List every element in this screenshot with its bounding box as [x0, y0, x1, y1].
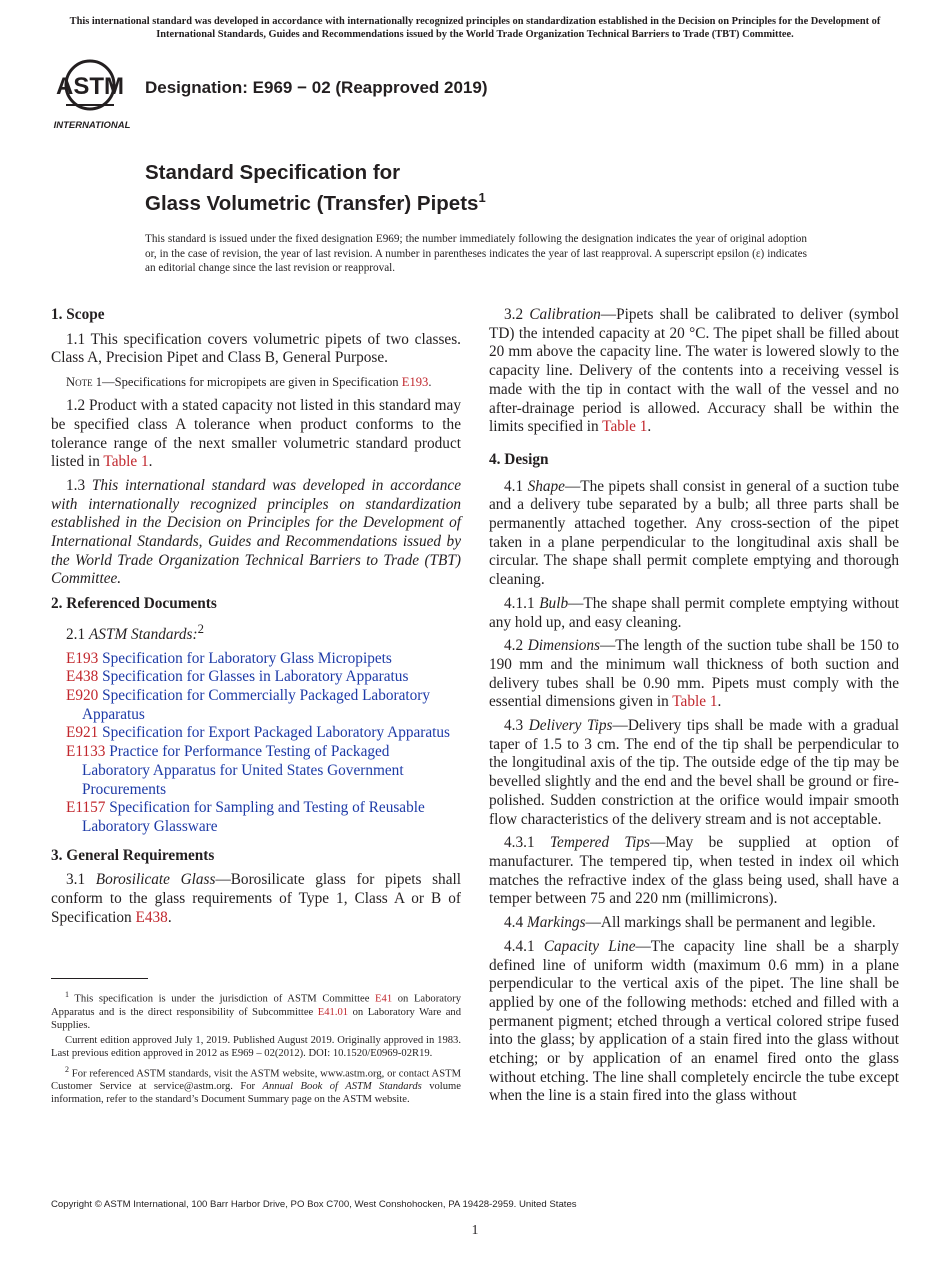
- footnote-divider: [51, 978, 148, 979]
- reference-item[interactable]: E1157 Specification for Sampling and Testing of Reusable Laboratory Glassware: [66, 799, 425, 835]
- paragraph-4-4: 4.4 Markings—All markings shall be permanent and legible.: [504, 914, 876, 932]
- section-heading-scope: 1. Scope: [51, 306, 105, 323]
- reference-item[interactable]: E1133 Practice for Performance Testing of Packaged Laboratory Apparatus for United States Government Procurements: [66, 743, 404, 798]
- section-heading-design: 4. Design: [489, 450, 549, 468]
- footnote-1-edition: Current edition approved July 1, 2019. Published August 2019. Originally approved in 1983. Last previous edition approved in 2012 as E969 – 02(2012). DOI: 10.1520/E0969-02R19.: [51, 1035, 461, 1060]
- reference-item[interactable]: E193 Specification for Laboratory Glass Micropipets: [66, 649, 392, 667]
- title-line-1: Standard Specification for: [145, 161, 401, 184]
- paragraph-3-2: 3.2 Calibration—Pipets shall be calibrated to deliver (symbol TD) the intended capacity at 20 °C. The pipet shall be filled about 20 mm above the capacity line. The water is lowered slowly to the capacity line. Delivery of the contents into a receiving vessel is made with the tip in contact with the wall of the vessel and no after-drainage period is allowed. Accuracy shall be within the limits specified in Table 1.: [489, 306, 899, 436]
- table-1-link[interactable]: Table 1: [103, 453, 149, 471]
- issuance-statement: This standard is issued under the fixed designation E969; the number immediately following the designation indicates the year of original adoption or, in the case of revision, the year of last revision. A number in parentheses indicates the year of last reapproval. A superscript epsilon (ε) indicates an editorial change since the last revision or reapproval.: [145, 233, 807, 274]
- ref-link-e193[interactable]: E193: [401, 375, 429, 390]
- note-label: Note: [66, 375, 93, 390]
- paragraph-4-4-1: 4.4.1 Capacity Line—The capacity line shall be a sharply defined line of uniform width (maximum 0.6 mm) in a plane perpendicular to the vertical axis of the pipet. The line shall be applied by one of the following methods: etched and filled with a permanent pigment; etched through a vertical colored stripe fused into the glass; by application of a stain fired into the glass without etching; or by application of an enamel fired onto the glass without etching. The line shall completely encircle the tube except when the line is a stain fired into the glass without: [489, 937, 899, 1105]
- paragraph-1-1: 1.1 This specification covers volumetric pipets of two classes. Class A, Precision Pipet and Class B, General Purpose.: [51, 330, 461, 367]
- right-column: [489, 306, 899, 1111]
- document-title: [145, 160, 486, 216]
- ref-link-e438[interactable]: E438: [135, 908, 168, 926]
- paragraph-4-1: 4.1 Shape—The pipets shall consist in general of a suction tube and a delivery tube separated by a bulb; all three parts shall be permanently attached together. Any cross-section of the pipet taken in a plane perpendicular to the longitudinal axis shall be circular. The shape shall permit complete emptying and thorough cleaning.: [489, 477, 899, 589]
- table-1-link[interactable]: Table 1: [602, 418, 648, 436]
- footnotes: [51, 988, 461, 1109]
- logo-international-text: INTERNATIONAL: [53, 120, 131, 131]
- paragraph-1-3: 1.3 This international standard was developed in accordance with internationally recognized principles on standardization established in the Decision on Principles for the Development of International Standards, Guides and Recommendations issued by the World Trade Organization Technical Barriers to Trade (TBT) Committee.: [51, 476, 461, 588]
- paragraph-1-2: 1.2 Product with a stated capacity not listed in this standard may be specified class A tolerance when product conforms to the tolerance range of the next smaller volumetric standard product listed in Table 1.: [51, 397, 461, 471]
- subcommittee-e41-01-link[interactable]: E41.01: [317, 1006, 349, 1018]
- referenced-documents-list: [51, 650, 461, 837]
- section-heading-referenced-documents: 2. Referenced Documents: [51, 595, 217, 613]
- paragraph-4-3-1: 4.3.1 Tempered Tips—May be supplied at option of manufacturer. The tempered tip, when tested in index oil which matches the refractive index of the glass being used, shall have a temper between 75 and 220 nm (millimicrons).: [489, 834, 900, 908]
- paragraph-3-1: 3.1 Borosilicate Glass—Borosilicate glass for pipets shall conform to the glass requirements of Type 1, Class A or B of Specification E438.: [51, 871, 461, 926]
- left-column: [51, 306, 461, 932]
- header-notice: This international standard was developed in accordance with internationally recognized principles on standardization established in the Decision on Principles for the Development of International Standards, Guides and Recommendations issued by the World Trade Organization Technical Barriers to Trade (TBT) Committee.: [69, 16, 881, 40]
- table-1-link[interactable]: Table 1: [672, 693, 718, 711]
- footnote-1: $^1$ This specification is under the jurisdiction of ASTM Committee E41 on Laboratory Apparatus and is the direct responsibility of Subcommittee E41.01 on Laboratory Ware and Supplies.: [51, 990, 462, 1031]
- copyright-line: Copyright © ASTM International, 100 Barr Harbor Drive, PO Box C700, West Conshohocken, PA 19428-2959. United States: [51, 1199, 577, 1210]
- paragraph-4-2: 4.2 Dimensions—The length of the suction tube shall be 150 to 190 mm and the minimum wall thickness of both suction and delivery tubes shall be 0.90 mm. Pipets must comply with the essential dimensions given in Table 1.: [489, 637, 900, 711]
- reference-item[interactable]: E438 Specification for Glasses in Laboratory Apparatus: [66, 668, 409, 686]
- note-1: Note 1—Specifications for micropipets are given in Specification E193.: [66, 375, 432, 390]
- title-line-2: Glass Volumetric (Transfer) Pipets: [145, 191, 479, 215]
- paragraph-4-3: 4.3 Delivery Tips—Delivery tips shall be made with a gradual taper of 1.5 to 3 cm. The end of the tip shall be perpendicular to the longitudinal axis of the tip. The outside edge of the tip may be bevelled slightly and the end and the bevel shall be ground or fire-polished. Sudden constriction at the orifice would impair smooth flow characteristics of the delivery stream and is not acceptable.: [489, 717, 899, 828]
- paragraph-2-1: 2.1 ASTM Standards:$^2$: [66, 621, 204, 643]
- svg-text:ASTM: ASTM: [56, 73, 124, 100]
- footnote-2: $^2$ For referenced ASTM standards, visit the ASTM website, www.astm.org, or contact ASTM Customer Service at service@astm.org. For Annual Book of ASTM Standards volume information, refer to the standard’s Document Summary page on the ASTM website.: [51, 1064, 461, 1106]
- designation: Designation: E969 − 02 (Reapproved 2019): [145, 78, 488, 97]
- reference-item[interactable]: E921 Specification for Export Packaged Laboratory Apparatus: [66, 724, 451, 742]
- section-heading-general-requirements: 3. General Requirements: [51, 846, 215, 864]
- page-number: 1: [471, 1222, 479, 1237]
- paragraph-4-1-1: 4.1.1 Bulb—The shape shall permit complete emptying without any hold up, and easy cleaning.: [489, 594, 900, 631]
- committee-e41-link[interactable]: E41: [375, 993, 393, 1005]
- title-footnote-mark: 1: [478, 190, 486, 205]
- astm-logo: [52, 56, 136, 132]
- reference-item[interactable]: E920 Specification for Commercially Packaged Laboratory Apparatus: [66, 687, 431, 723]
